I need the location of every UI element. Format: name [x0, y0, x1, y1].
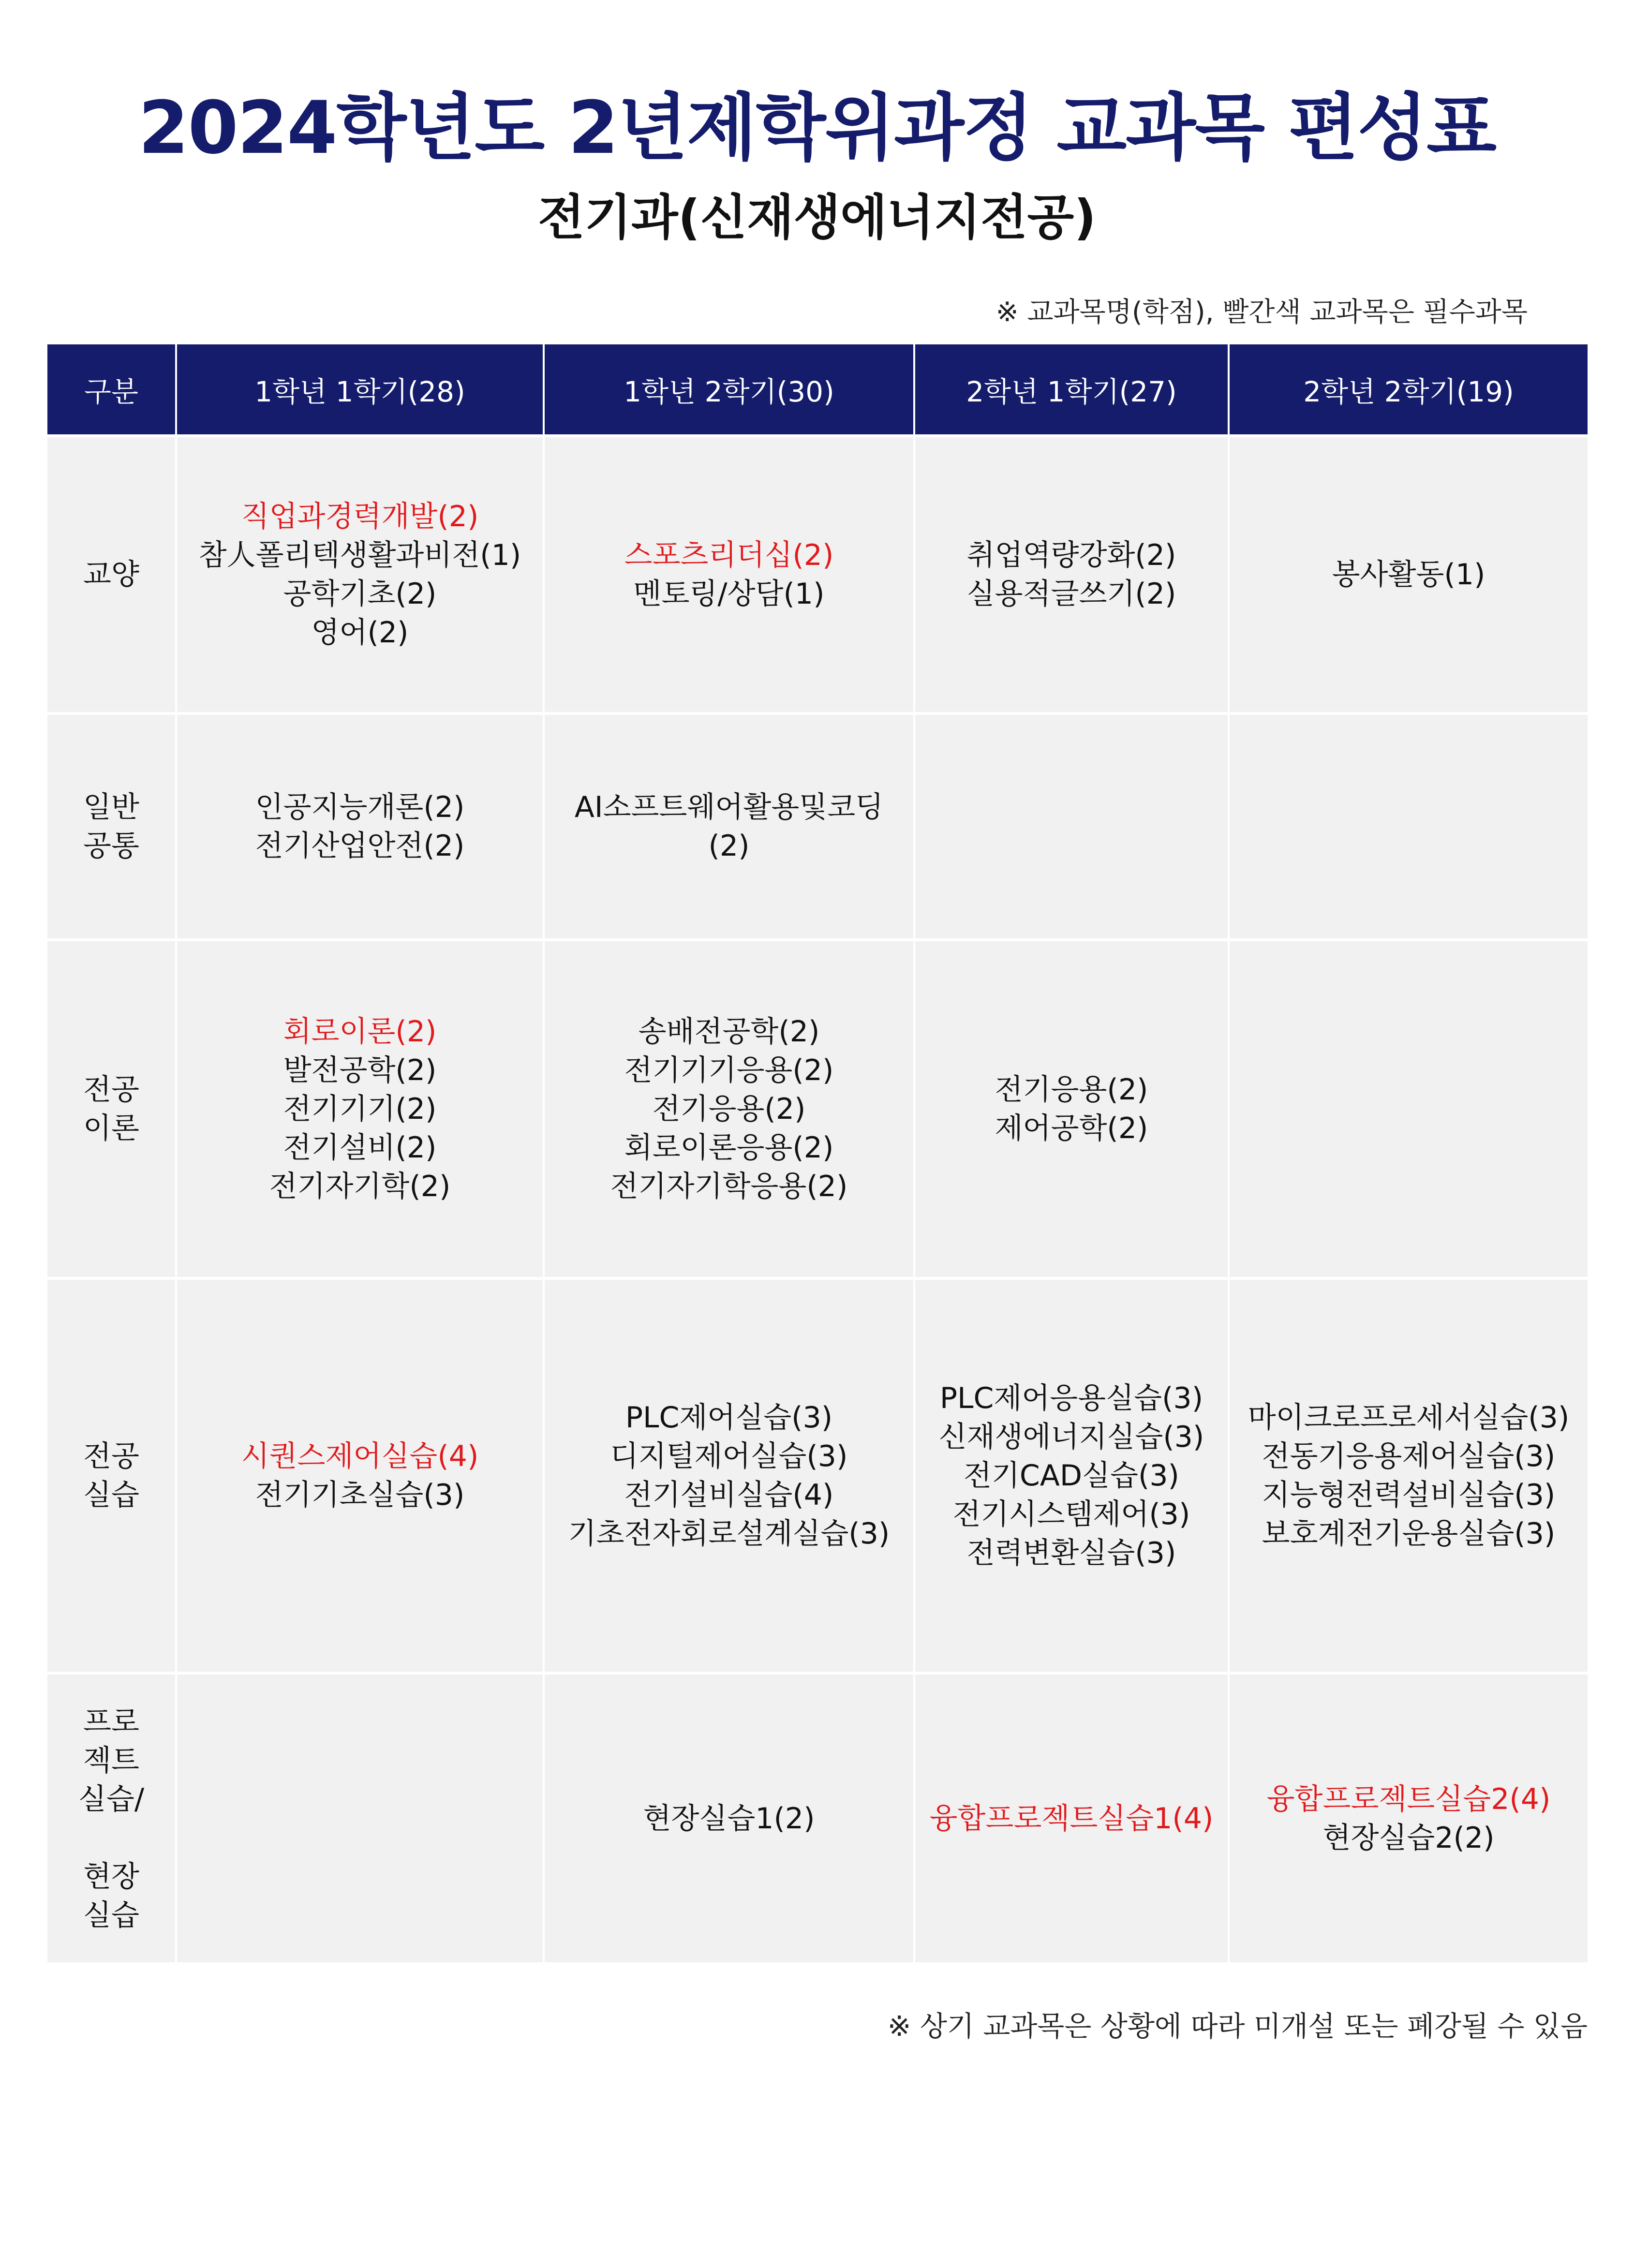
required-course: 회로이론(2) — [283, 1015, 437, 1049]
course-item: AI소프트웨어활용및코딩 — [574, 790, 884, 824]
course-cell — [544, 713, 914, 940]
course-item: 전동기응용제어실습(3) — [1262, 1439, 1556, 1473]
required-course: 시퀀스제어실습(4) — [241, 1439, 479, 1473]
course-item: 전기CAD실습(3) — [964, 1459, 1179, 1493]
course-cell — [914, 1278, 1229, 1673]
row-category — [47, 940, 176, 1278]
required-course: 융합프로젝트실습1(4) — [929, 1801, 1214, 1836]
course-item: 마이크로프로세서실습(3) — [1248, 1401, 1570, 1435]
course-item: 발전공학(2) — [283, 1053, 437, 1087]
course-cell — [914, 436, 1229, 713]
required-course: 스포츠리더십(2) — [624, 538, 834, 572]
course-item: 현장실습2(2) — [1322, 1821, 1495, 1855]
table-row-major-practice — [47, 1278, 1588, 1673]
course-item: 전기기기응용(2) — [624, 1053, 834, 1087]
table-row-general-common — [47, 713, 1588, 940]
course-cell — [176, 436, 544, 713]
course-cell — [544, 940, 914, 1278]
course-item: 제어공학(2) — [995, 1112, 1148, 1145]
course-item: 취업역량강화(2) — [966, 538, 1176, 572]
row-category — [47, 1673, 176, 1962]
table-header-row — [47, 344, 1588, 436]
course-cell — [176, 713, 544, 940]
course-item: 전기산업안전(2) — [255, 829, 465, 863]
course-item: 송배전공학(2) — [638, 1015, 820, 1049]
course-cell — [1229, 1673, 1588, 1962]
course-item: 실용적글쓰기(2) — [966, 577, 1176, 611]
course-item: 전기응용(2) — [652, 1092, 806, 1126]
row-category — [47, 713, 176, 940]
course-item: 공학기초(2) — [283, 577, 437, 611]
header-term-1-2: 1학년 2학기(30) — [544, 344, 914, 436]
row-category-line: 실습 — [83, 1898, 139, 1932]
page-subtitle: 전기과(신재생에너지전공) — [537, 189, 1096, 246]
required-course: 직업과경력개발(2) — [241, 500, 479, 534]
table-row-project-fieldwork — [47, 1673, 1588, 1962]
disclaimer-note: ※ 상기 교과목은 상황에 따라 미개설 또는 폐강될 수 있음 — [887, 2010, 1588, 2043]
course-cell — [1229, 1278, 1588, 1673]
course-item: PLC제어실습(3) — [625, 1401, 833, 1435]
curriculum-table — [47, 344, 1588, 1962]
course-item: (2) — [708, 829, 750, 863]
row-category — [47, 1278, 176, 1673]
course-cell — [544, 1673, 914, 1962]
header-term-2-1: 2학년 1학기(27) — [914, 344, 1229, 436]
row-category-line: 이론 — [83, 1112, 139, 1145]
course-cell — [914, 713, 1229, 940]
course-item: 영어(2) — [311, 616, 409, 650]
table-row-liberal-arts — [47, 436, 1588, 713]
course-item: 멘토링/상담(1) — [633, 577, 825, 611]
course-cell — [544, 1278, 914, 1673]
course-item: 회로이론응용(2) — [624, 1131, 834, 1165]
course-cell — [914, 1673, 1229, 1962]
course-item: 보호계전기운용실습(3) — [1262, 1517, 1556, 1551]
row-category-line: 전공 — [83, 1439, 139, 1473]
table-row-major-theory — [47, 940, 1588, 1278]
course-cell — [544, 436, 914, 713]
course-item: 전기자기학(2) — [269, 1170, 451, 1203]
course-item: 신재생에너지실습(3) — [938, 1420, 1204, 1454]
course-item: 전기응용(2) — [995, 1073, 1148, 1107]
course-item: 전기자기학응용(2) — [610, 1170, 848, 1203]
course-item: 디지털제어실습(3) — [610, 1439, 848, 1473]
course-item: 전기시스템제어(3) — [952, 1497, 1190, 1531]
course-cell — [1229, 940, 1588, 1278]
course-cell — [176, 1673, 544, 1962]
course-item: 전력변환실습(3) — [966, 1536, 1176, 1570]
row-category: 교양 — [47, 436, 176, 713]
course-cell — [176, 940, 544, 1278]
course-item: 기초전자회로설계실습(3) — [568, 1517, 890, 1551]
course-item: 인공지능개론(2) — [255, 790, 465, 824]
course-cell — [176, 1278, 544, 1673]
course-cell — [914, 940, 1229, 1278]
row-category-line: 전공 — [83, 1073, 139, 1107]
header-term-2-2: 2학년 2학기(19) — [1229, 344, 1588, 436]
course-item: 전기기기(2) — [283, 1092, 437, 1126]
course-item: 봉사활동(1) — [1332, 558, 1485, 592]
course-item: 전기기초실습(3) — [255, 1478, 465, 1512]
page-title: 2024학년도 2년제학위과정 교과목 편성표 — [138, 86, 1496, 170]
course-item: 현장실습1(2) — [643, 1801, 815, 1836]
course-item: 전기설비(2) — [283, 1131, 437, 1165]
row-category-line: 젝트 — [83, 1743, 139, 1778]
row-category-line: 프로 — [83, 1705, 139, 1739]
row-category-line: 공통 — [83, 829, 139, 863]
row-category-line: 실습 — [83, 1478, 139, 1512]
course-item: 전기설비실습(4) — [624, 1478, 834, 1512]
course-cell — [1229, 436, 1588, 713]
row-category-line — [50, 1819, 172, 1857]
course-item: 지능형전력설비실습(3) — [1262, 1478, 1556, 1512]
course-cell — [1229, 713, 1588, 940]
required-course: 융합프로젝트실습2(4) — [1266, 1782, 1551, 1816]
course-item: 참人폴리텍생활과비전(1) — [198, 538, 521, 572]
header-term-1-1: 1학년 1학기(28) — [176, 344, 544, 436]
row-category-line: 실습/ — [78, 1782, 145, 1816]
row-category-line: 일반 — [83, 790, 139, 824]
course-item: PLC제어응용실습(3) — [939, 1381, 1203, 1415]
legend-note: ※ 교과목명(학점), 빨간색 교과목은 필수과목 — [995, 296, 1528, 328]
header-category: 구분 — [47, 344, 176, 436]
row-category-line: 현장 — [83, 1859, 139, 1894]
